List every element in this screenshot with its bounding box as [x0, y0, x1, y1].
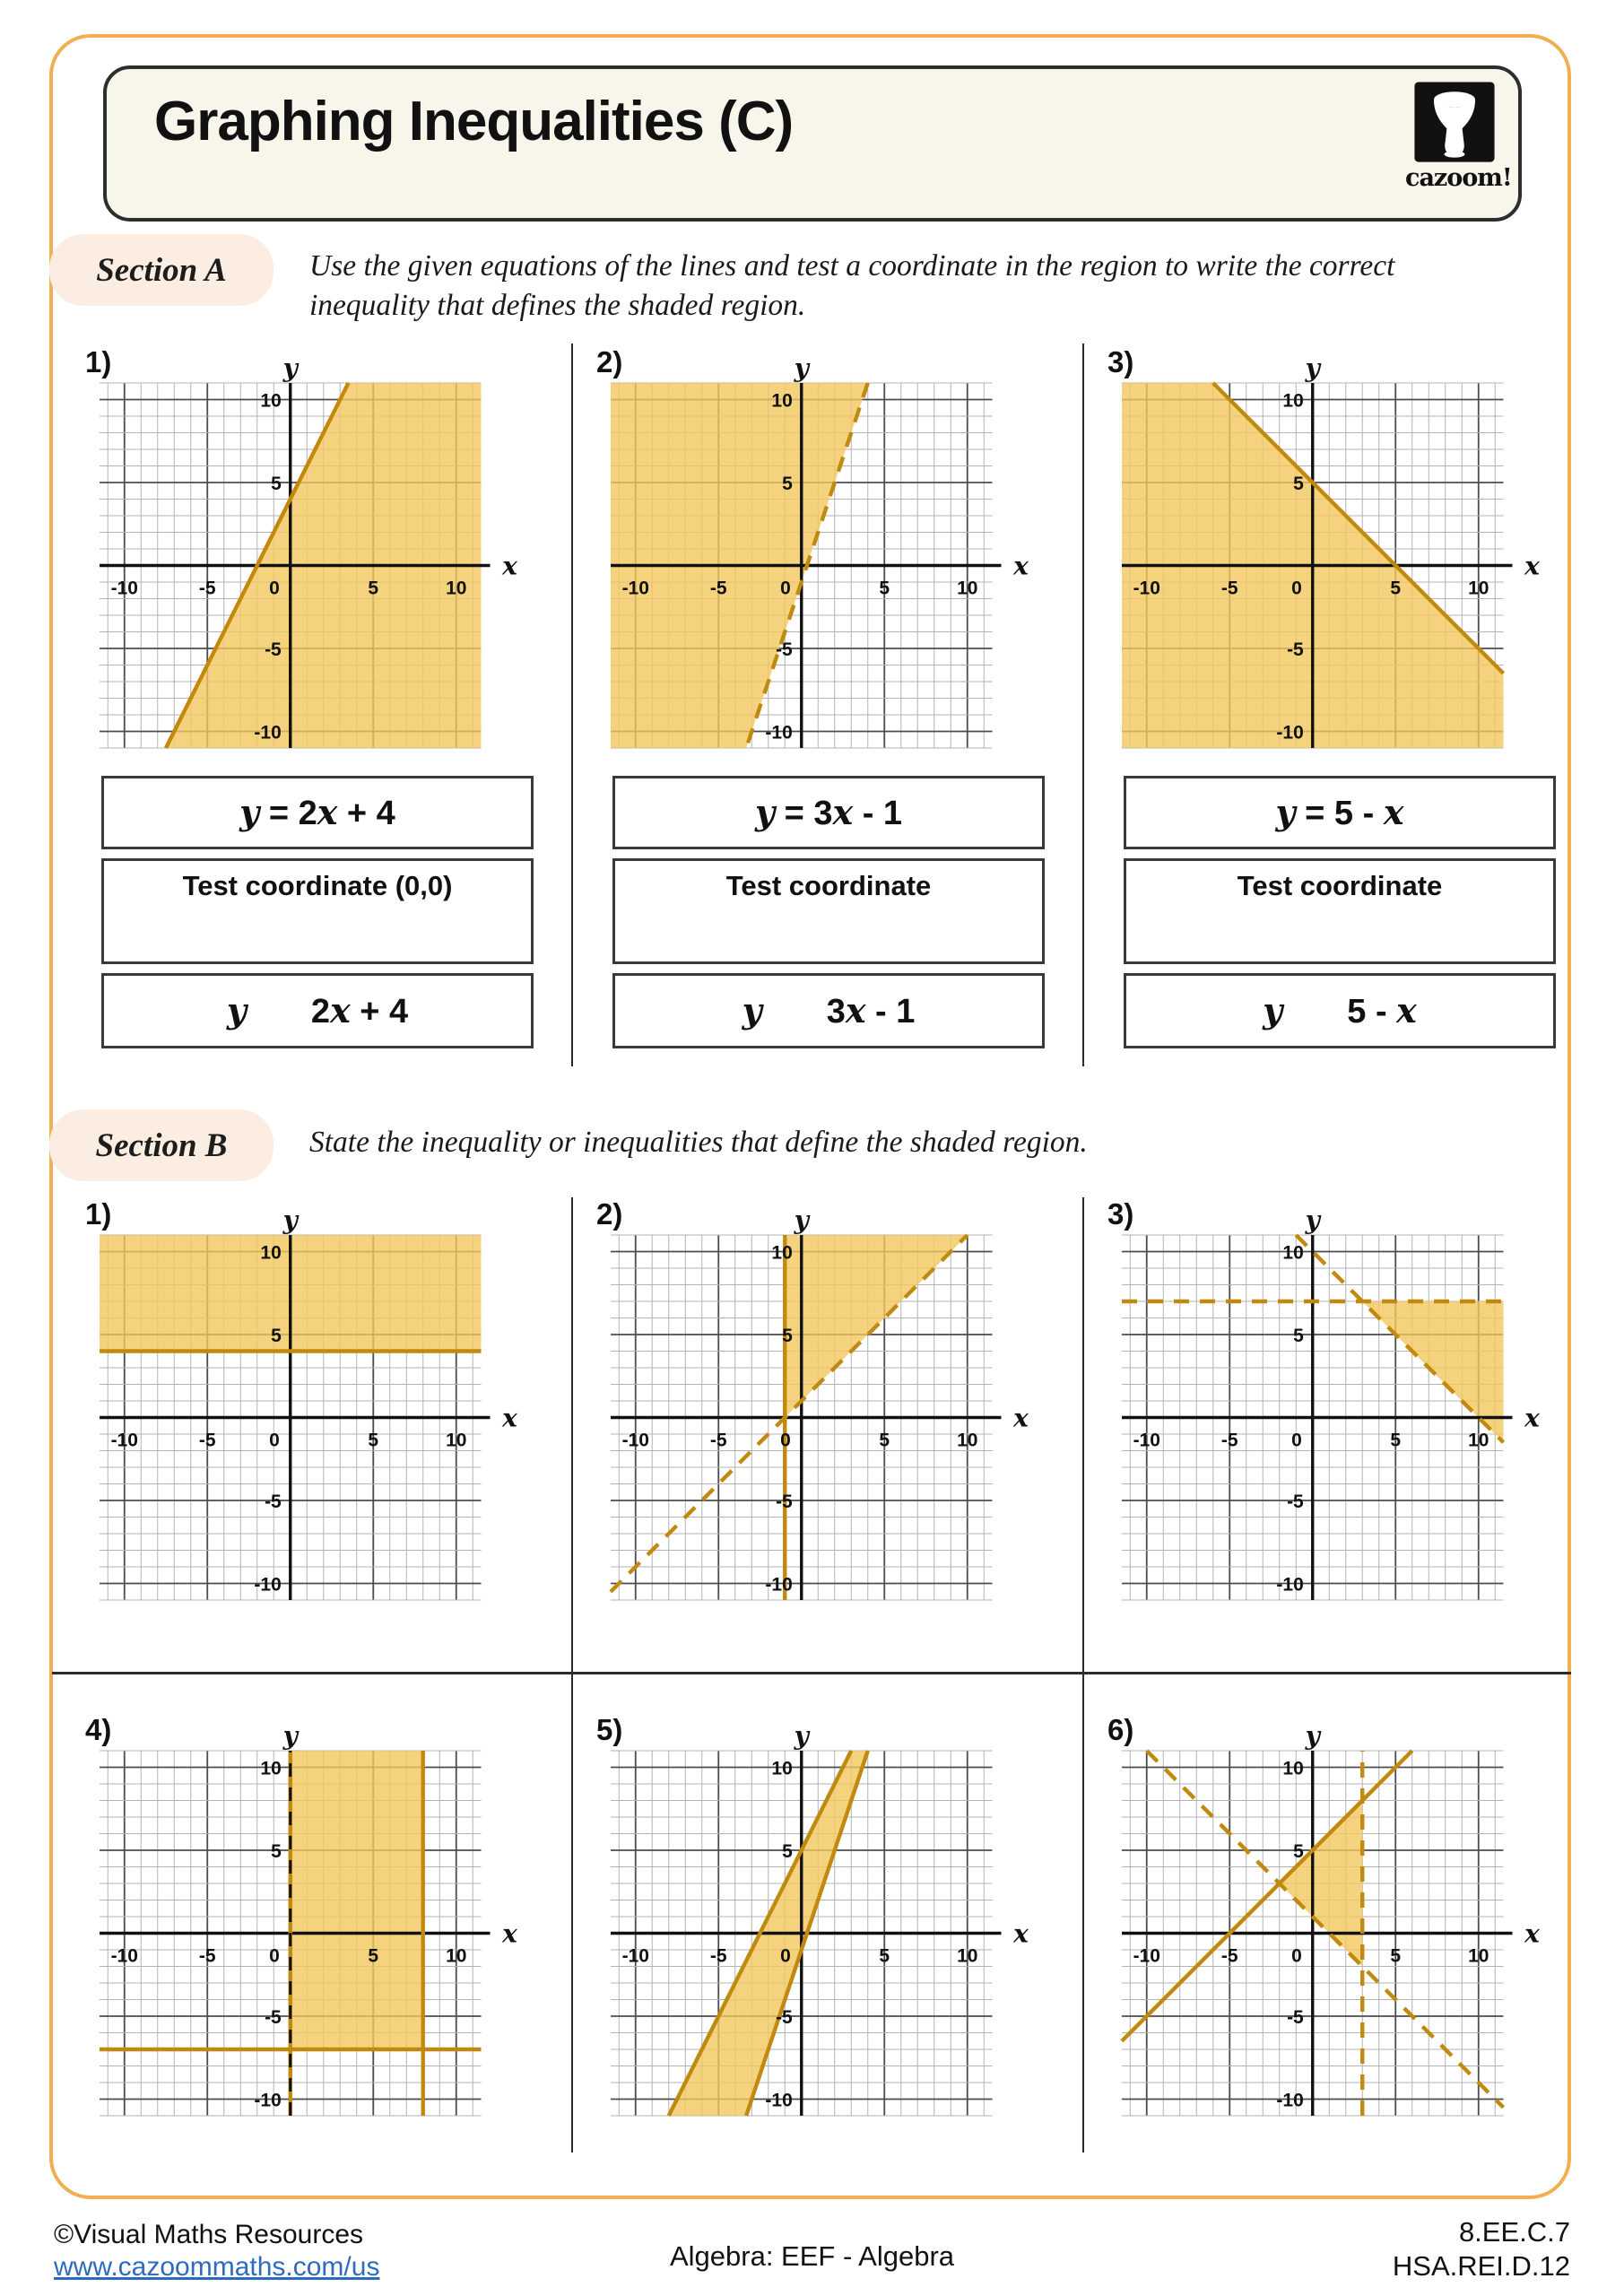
svg-text:y: y	[794, 1727, 809, 1751]
svg-text:-5: -5	[198, 578, 216, 599]
svg-text:y: y	[794, 1212, 809, 1235]
test-coordinate-label: Test coordinate	[1237, 870, 1443, 901]
svg-text:10: 10	[771, 390, 793, 412]
svg-text:10: 10	[1468, 1430, 1489, 1451]
section-a-label: Section A	[96, 251, 227, 289]
svg-text:0: 0	[1291, 1430, 1302, 1451]
svg-text:0: 0	[269, 1430, 280, 1451]
svg-text:-10: -10	[1276, 2090, 1304, 2111]
svg-text:-10: -10	[1133, 1430, 1160, 1451]
svg-text:0: 0	[1291, 1945, 1302, 1967]
svg-text:10: 10	[260, 1242, 282, 1264]
equation-box	[1124, 776, 1556, 849]
svg-text:5: 5	[271, 474, 282, 494]
svg-text:0: 0	[780, 1430, 791, 1451]
svg-text:-10: -10	[254, 1574, 282, 1596]
svg-text:x: x	[1524, 551, 1540, 581]
coordinate-grid-graph	[604, 360, 1052, 765]
svg-text:10: 10	[1282, 1758, 1304, 1779]
problem-cell	[67, 1713, 569, 2152]
svg-text:-5: -5	[265, 639, 282, 660]
svg-text:5: 5	[1293, 1841, 1304, 1862]
svg-text:5: 5	[1293, 1326, 1304, 1346]
problem-number: 1)	[85, 345, 112, 378]
test-coordinate-label: Test coordinate	[725, 870, 932, 901]
problem-number: 3)	[1107, 345, 1134, 378]
svg-text:x: x	[1524, 1403, 1540, 1433]
svg-text:0: 0	[780, 578, 791, 599]
test-coordinate-box	[612, 858, 1045, 964]
column-divider	[571, 1197, 573, 2152]
svg-text:-5: -5	[1220, 1945, 1238, 1967]
answer-box	[1124, 973, 1556, 1048]
svg-text:5: 5	[368, 578, 379, 599]
svg-text:-5: -5	[709, 578, 727, 599]
svg-text:0: 0	[269, 578, 280, 599]
svg-text:-5: -5	[265, 1492, 282, 1512]
svg-text:-10: -10	[621, 578, 649, 599]
coordinate-grid-graph	[92, 1212, 541, 1617]
svg-text:-5: -5	[198, 1430, 216, 1451]
problem-cell	[1090, 345, 1592, 1058]
page-title: Graphing Inequalities (C)	[154, 91, 794, 152]
svg-text:10: 10	[957, 1945, 978, 1967]
svg-text:10: 10	[771, 1758, 793, 1779]
svg-text:-10: -10	[765, 1574, 793, 1596]
svg-text:0: 0	[269, 1945, 280, 1967]
footer-standards	[1292, 2215, 1570, 2283]
svg-text:10: 10	[771, 1242, 793, 1264]
svg-text:-5: -5	[265, 2007, 282, 2028]
answer-variable: y	[1263, 990, 1283, 1031]
answer-expression: 5 - x	[1347, 990, 1417, 1031]
equation-text: y = 5 - x	[1275, 792, 1404, 832]
svg-text:-10: -10	[254, 722, 282, 744]
coordinate-grid-graph	[604, 1727, 1052, 2133]
svg-text:x: x	[1013, 551, 1029, 581]
svg-text:5: 5	[1390, 578, 1402, 599]
problem-number: 6)	[1107, 1713, 1134, 1746]
svg-text:-10: -10	[254, 2090, 282, 2111]
svg-text:-10: -10	[110, 578, 138, 599]
svg-text:-10: -10	[765, 2090, 793, 2111]
svg-text:0: 0	[1291, 578, 1302, 599]
problem-cell	[1090, 1713, 1592, 2152]
problem-number: 1)	[85, 1197, 112, 1231]
svg-text:10: 10	[1282, 1242, 1304, 1264]
svg-text:-5: -5	[776, 1492, 793, 1512]
svg-text:-5: -5	[776, 2007, 793, 2028]
problem-number: 4)	[85, 1713, 112, 1746]
svg-text:10: 10	[1468, 578, 1489, 599]
coordinate-grid-graph	[1115, 1727, 1563, 2133]
equation-box	[101, 776, 534, 849]
coordinate-grid-graph	[1115, 1212, 1563, 1617]
svg-text:5: 5	[271, 1841, 282, 1862]
svg-text:5: 5	[1390, 1945, 1402, 1967]
svg-text:10: 10	[957, 1430, 978, 1451]
problem-cell	[67, 1197, 569, 1637]
column-divider	[1082, 1197, 1084, 2152]
coordinate-grid-graph	[604, 1212, 1052, 1617]
copyright-text: ©Visual Maths Resources	[54, 2220, 364, 2249]
answer-box	[101, 973, 534, 1048]
problem-cell	[1090, 1197, 1592, 1637]
test-coordinate-box	[101, 858, 534, 964]
svg-text:10: 10	[260, 1758, 282, 1779]
standard-code-1: 8.EE.C.7	[1458, 2216, 1570, 2248]
svg-text:10: 10	[957, 578, 978, 599]
svg-text:-10: -10	[621, 1945, 649, 1967]
coordinate-grid-graph	[92, 360, 541, 765]
svg-text:y: y	[1305, 1212, 1320, 1235]
svg-text:5: 5	[782, 1841, 793, 1862]
svg-text:-5: -5	[709, 1430, 727, 1451]
svg-text:y: y	[1305, 360, 1320, 383]
svg-text:y: y	[1305, 1727, 1320, 1751]
answer-variable: y	[742, 990, 762, 1031]
svg-text:5: 5	[879, 578, 890, 599]
svg-text:y: y	[282, 360, 298, 383]
row-divider	[52, 1672, 1571, 1674]
svg-text:-10: -10	[110, 1430, 138, 1451]
svg-text:-10: -10	[621, 1430, 649, 1451]
problem-cell	[578, 345, 1081, 1058]
svg-text:5: 5	[1293, 474, 1304, 494]
svg-text:x: x	[1013, 1918, 1029, 1949]
problem-cell	[578, 1713, 1081, 2152]
svg-text:-5: -5	[709, 1945, 727, 1967]
svg-text:-10: -10	[1133, 1945, 1160, 1967]
problem-number: 5)	[596, 1713, 623, 1746]
equation-box	[612, 776, 1045, 849]
section-b-label: Section B	[95, 1126, 228, 1164]
problem-number: 2)	[596, 1197, 623, 1231]
column-divider	[1082, 344, 1084, 1066]
equation-text: y = 3x - 1	[754, 792, 903, 832]
svg-text:5: 5	[368, 1945, 379, 1967]
svg-text:5: 5	[271, 1326, 282, 1346]
svg-text:x: x	[1524, 1918, 1540, 1949]
svg-text:10: 10	[1468, 1945, 1489, 1967]
section-a-instructions: Use the given equations of the lines and test a coordinate in the region to write the correct inequality that defines the shaded region.	[309, 249, 1395, 323]
test-coordinate-label: Test coordinate (0,0)	[182, 870, 453, 901]
svg-text:10: 10	[446, 1945, 467, 1967]
equation-text: y = 2x + 4	[239, 792, 395, 832]
svg-text:10: 10	[446, 1430, 467, 1451]
answer-expression: 2x + 4	[310, 990, 409, 1031]
problem-number: 3)	[1107, 1197, 1134, 1231]
svg-text:-10: -10	[1276, 722, 1304, 744]
svg-text:y: y	[282, 1727, 298, 1751]
svg-text:y: y	[282, 1212, 298, 1235]
svg-text:10: 10	[1282, 390, 1304, 412]
standard-code-2: HSA.REI.D.12	[1392, 2249, 1570, 2282]
answer-variable: y	[226, 990, 247, 1031]
test-coordinate-box	[1124, 858, 1556, 964]
svg-text:5: 5	[782, 474, 793, 494]
brand-logo	[1405, 81, 1512, 192]
svg-text:-10: -10	[1276, 1574, 1304, 1596]
svg-text:5: 5	[368, 1430, 379, 1451]
svg-text:-5: -5	[776, 639, 793, 660]
column-divider	[571, 344, 573, 1066]
svg-text:-10: -10	[110, 1945, 138, 1967]
svg-text:-5: -5	[198, 1945, 216, 1967]
problem-number: 2)	[596, 345, 623, 378]
svg-text:x: x	[502, 551, 517, 581]
svg-text:-5: -5	[1220, 578, 1238, 599]
svg-text:-5: -5	[1287, 1492, 1304, 1512]
svg-text:x: x	[502, 1403, 517, 1433]
brand-logo-text: cazoom!	[1405, 164, 1512, 192]
svg-text:-5: -5	[1287, 2007, 1304, 2028]
svg-text:5: 5	[879, 1945, 890, 1967]
section-b-pill	[49, 1109, 274, 1181]
answer-box	[612, 973, 1045, 1048]
svg-text:x: x	[502, 1918, 517, 1949]
section-b-instructions: State the inequality or inequalities that define the shaded region.	[309, 1126, 1088, 1159]
problem-cell	[578, 1197, 1081, 1637]
svg-text:-5: -5	[1220, 1430, 1238, 1451]
svg-text:x: x	[1013, 1403, 1029, 1433]
svg-text:y: y	[794, 360, 809, 383]
svg-text:-10: -10	[1133, 578, 1160, 599]
coordinate-grid-graph	[1115, 360, 1563, 765]
svg-text:5: 5	[879, 1430, 890, 1451]
website-link[interactable]: www.cazoommaths.com/us	[54, 2252, 380, 2282]
svg-text:10: 10	[260, 390, 282, 412]
coordinate-grid-graph	[92, 1727, 541, 2133]
svg-text:5: 5	[782, 1326, 793, 1346]
svg-text:-5: -5	[1287, 639, 1304, 660]
section-a-pill	[49, 234, 274, 306]
svg-text:0: 0	[780, 1945, 791, 1967]
problem-cell	[67, 345, 569, 1058]
djembe-drum-icon	[1413, 81, 1496, 163]
answer-expression: 3x - 1	[826, 990, 916, 1031]
svg-text:-10: -10	[765, 722, 793, 744]
footer-topic: Algebra: EEF - Algebra	[669, 2240, 955, 2272]
svg-text:10: 10	[446, 578, 467, 599]
svg-text:5: 5	[1390, 1430, 1402, 1451]
